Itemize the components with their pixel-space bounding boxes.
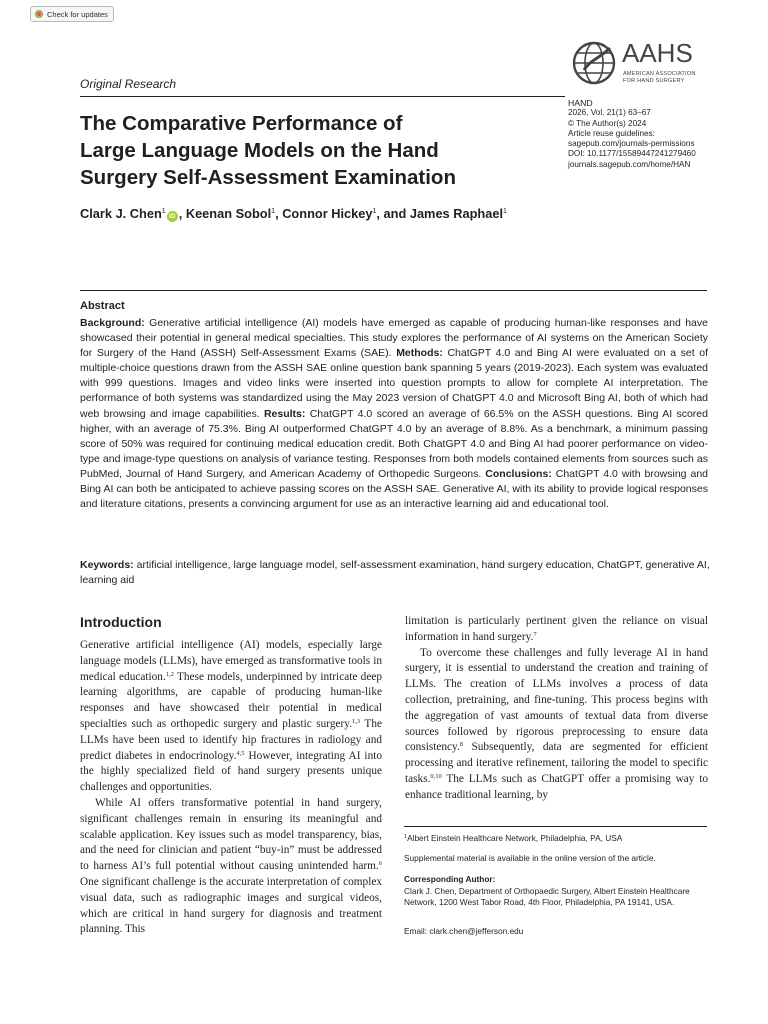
- aahs-globe-logo-icon: [570, 40, 620, 86]
- author-name: James Raphael: [409, 206, 504, 221]
- citation[interactable]: 8: [459, 741, 464, 749]
- journal-volume: 2026, Vol. 21(1) 63–67: [568, 108, 651, 118]
- paragraph: [405, 614, 708, 646]
- paragraph-text: Subsequently, data are segmented for efficient processing and iterative refinement, tailoring the model to specific tasks.: [405, 741, 708, 785]
- crossmark-icon: [35, 10, 43, 18]
- author-name: Connor Hickey: [282, 206, 373, 221]
- article-title: [80, 110, 560, 191]
- aahs-subtitle-line: AMERICAN ASSOCIATION: [623, 71, 696, 77]
- paragraph-text: These models, underpinned by intricate deep learning algorithms, are capable of producing human-like responses and have showcased their potential in medical specialties such as orthopedic surgery and plastic surgery.: [80, 670, 382, 730]
- methods-label: Methods:: [396, 347, 443, 360]
- paragraph: [80, 638, 382, 796]
- title-line: Surgery Self-Assessment Examination: [80, 166, 456, 189]
- aahs-subtitle-line: FOR HAND SURGERY: [623, 77, 685, 84]
- check-for-updates-label: Check for updates: [47, 9, 108, 19]
- journal-name: HAND: [568, 98, 593, 108]
- author-separator: ,: [178, 206, 186, 221]
- background-text: Generative artificial intelligence (AI) models have emerged as capable of producing human-like responses and have showcased their potential in general medical specialties. This study explores the performance of AI systems on the American Society for Surgery of the Hand (ASSH) Self-Assessment Exams (SAE).: [80, 317, 708, 360]
- conclusions-label: Conclusions:: [485, 467, 552, 480]
- keywords-label: Keywords:: [80, 559, 134, 571]
- citation[interactable]: 1,2: [165, 670, 174, 678]
- citation[interactable]: 6: [378, 860, 382, 868]
- paragraph-text: The LLMs have been used to identify hip fractures in radiology and predict diabetes in endocrinology.: [80, 717, 382, 762]
- citation[interactable]: 4,5: [236, 749, 245, 757]
- citation[interactable]: 1,3: [352, 717, 361, 725]
- left-column: [80, 638, 382, 938]
- introduction-heading: Introduction: [80, 614, 162, 630]
- paragraph-text: limitation is particularly pertinent given the reliance on visual information in hand surgery.: [405, 615, 708, 643]
- permissions-link[interactable]: sagepub.com/journals-permissions: [568, 139, 695, 149]
- abstract-heading: Abstract: [80, 300, 125, 312]
- paragraph-text: Generative artificial intelligence (AI) models, especially large language models (LLMs), have emerged as transformative tools in medical education.: [80, 639, 382, 683]
- author-separator: ,: [275, 206, 283, 221]
- paragraph: [80, 796, 382, 938]
- affiliation-marker: 1: [271, 208, 276, 215]
- background-label: Background:: [80, 317, 145, 329]
- citation[interactable]: 9,10: [430, 772, 442, 780]
- paragraph-text: While AI offers transformative potential in hand surgery, significant challenges remain in ensuring its meaningful and scalable application. Key issues such as model transparency, bias, and the need for clinician and patient “buy-in” must be addressed to harness AI’s full potential without causing unintended harm.: [80, 796, 382, 873]
- paragraph: [405, 646, 708, 804]
- results-text: ChatGPT 4.0 scored an average of 66.5% on the ASSH questions. Bing AI scored higher, with an average of 75.3%. Bing AI outperformed ChatGPT 4.0 by an average of 8.8%. As a benchmark, a minimum passing score of 50% was required for continuing medical education credit. Both ChatGPT 4.0 and Bing AI had poorer performance on video-type and image-type questions on analysis of variance testing. Responses from both models contained elements from sources such as PubMed, Journal of Hand Surgery, and American Academy of Orthopedic Surgeons.: [80, 407, 708, 480]
- methods-text: ChatGPT 4.0 and Bing AI were evaluated on a set of multiple-choice questions drawn from the ASSH SAE online question bank spanning 5 years (2019-2023). Each system was evaluated with 999 questions. Images and video links were inserted into question prompts to allow for complete AI interpretation. The performance of both systems was standardized using the May 2023 version of ChatGPT 4.0 and Microsoft Bing AI, both of which had web browsing and image capabilities.: [80, 347, 708, 420]
- author-name: Clark J. Chen: [80, 206, 162, 221]
- aahs-subtitle: [623, 71, 696, 84]
- results-label: Results:: [263, 407, 306, 420]
- journal-meta: [568, 98, 758, 170]
- corresponding-author-email[interactable]: Email: clark.chen@jefferson.edu: [404, 926, 524, 936]
- affiliation-marker: 1: [404, 834, 408, 840]
- abstract-body: [80, 316, 708, 512]
- right-column: [405, 614, 708, 804]
- conclusions-text: ChatGPT 4.0 with browsing and Bing AI can both be anticipated to achieve passing scores on the ASSH SAE. Generative AI, with its ability to provide logical responses and literature citations, presents a convincing argument for use as an interactive learning aid and educational tool.: [80, 467, 708, 511]
- author-list: [80, 206, 507, 222]
- corresponding-author-address: Clark J. Chen, Department of Orthopaedic Surgery, Albert Einstein Healthcare Network, 1200 West Tabor Road, 4th Floor, Philadelphia, PA 19141, USA.: [404, 886, 690, 907]
- author-separator: , and: [376, 206, 410, 221]
- keywords-text: artificial intelligence, large language model, self-assessment examination, hand surgery education, ChatGPT, generative AI, learning aid: [80, 559, 710, 587]
- affiliation-marker: 1: [372, 208, 377, 215]
- affiliation-marker: 1: [161, 208, 166, 215]
- citation[interactable]: 7: [533, 630, 537, 638]
- orcid-icon[interactable]: iD: [167, 211, 178, 222]
- title-line: The Comparative Performance of: [80, 112, 403, 135]
- affiliation-footnote: [404, 832, 709, 844]
- affiliation-marker: 1: [503, 208, 507, 215]
- abstract-divider: [80, 290, 707, 291]
- journal-home-link[interactable]: journals.sagepub.com/home/HAN: [568, 159, 691, 169]
- corresponding-author-heading: Corresponding Author:: [404, 874, 496, 884]
- journal-copyright: © The Author(s) 2024: [568, 118, 647, 128]
- keywords: [80, 558, 710, 588]
- author-name: Keenan Sobol: [185, 206, 272, 221]
- paragraph-text: However, integrating AI into the highly specialized field of hand surgery presents unique challenges and opportunities.: [80, 749, 382, 794]
- title-line: Large Language Models on the Hand: [80, 139, 439, 162]
- paragraph-text: One significant challenge is the accurate interpretation of complex visual data, such as radiographic images and surgical videos, which are critical in hand surgery for diagnosis and treatment planning. This: [80, 875, 382, 936]
- aahs-wordmark: AAHS: [622, 38, 693, 68]
- affiliation-text: Albert Einstein Healthcare Network, Philadelphia, PA, USA: [407, 833, 623, 843]
- supplemental-note: Supplemental material is available in the online version of the article.: [404, 853, 656, 863]
- doi-link[interactable]: DOI: 10.1177/15589447241279460: [568, 149, 696, 159]
- article-type: Original Research: [80, 77, 177, 91]
- header-divider: [80, 96, 565, 97]
- footnote-divider: [404, 826, 707, 827]
- paragraph-text: The LLMs such as ChatGPT offer a promising way to enhance traditional learning, by: [405, 772, 708, 801]
- reuse-guidelines-label: Article reuse guidelines:: [568, 128, 655, 138]
- check-for-updates-button[interactable]: [30, 6, 114, 22]
- paragraph-text: To overcome these challenges and fully leverage AI in hand surgery, it is essential to understand the creation and training of LLMs. The creation of LLMs involves a process of data collection, pretraining, and fine-tuning. This process begins with the aggregation of vast amounts of textual data from diverse sources followed by rigorous preprocessing to ensure data consistency.: [405, 646, 708, 754]
